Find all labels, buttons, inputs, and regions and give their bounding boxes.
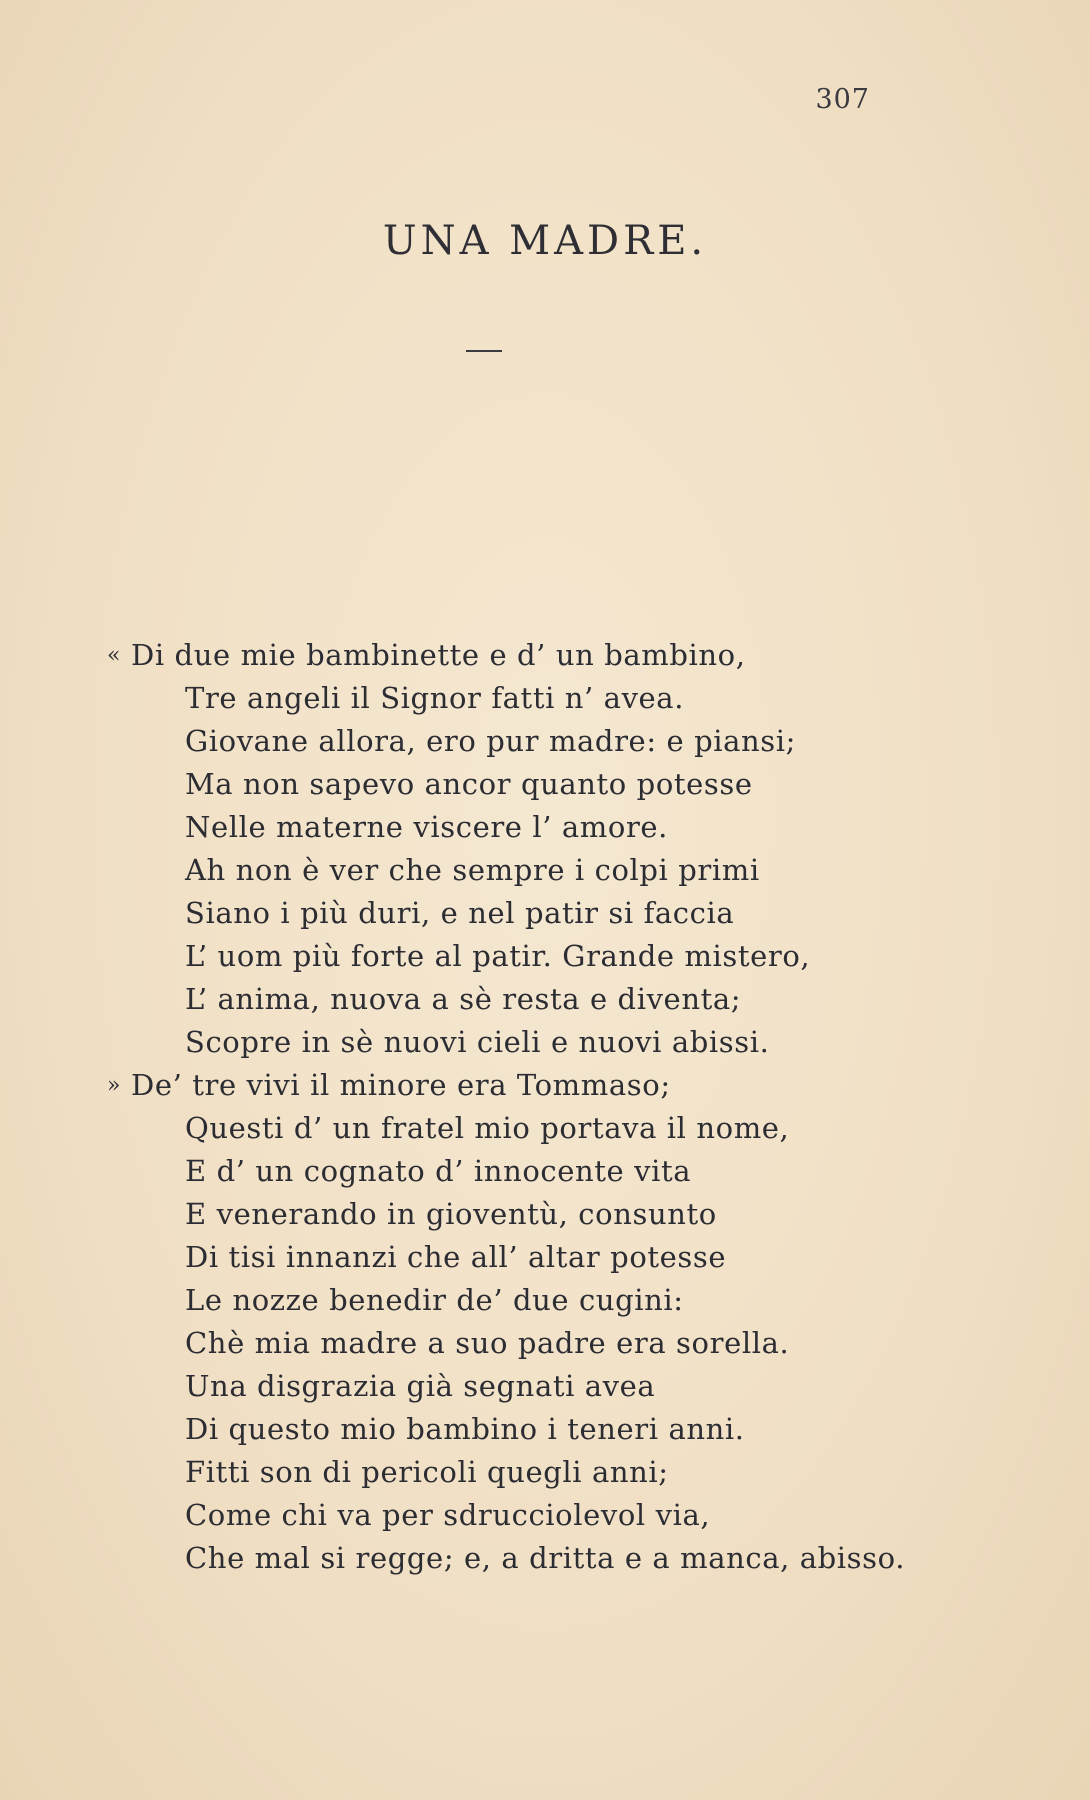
poem-line bbox=[107, 1150, 1027, 1193]
page-number: 307 bbox=[815, 84, 870, 115]
poem-line bbox=[107, 806, 1027, 849]
poem-line-text: Le nozze benedir de’ due cugini: bbox=[185, 1283, 684, 1317]
poem-line bbox=[107, 1107, 1027, 1150]
poem-line bbox=[107, 1193, 1027, 1236]
poem-line bbox=[107, 892, 1027, 935]
poem-line bbox=[107, 935, 1027, 978]
poem-line-text: Fitti son di pericoli quegli anni; bbox=[185, 1455, 669, 1489]
poem-line-text: Ma non sapevo ancor quanto potesse bbox=[185, 767, 753, 801]
poem-line bbox=[107, 1365, 1027, 1408]
poem-line bbox=[107, 1537, 1027, 1580]
poem-line bbox=[107, 677, 1027, 720]
title-separator bbox=[466, 350, 502, 352]
poem-line-text: Di due mie bambinette e d’ un bambino, bbox=[131, 638, 746, 672]
poem-line-text: Questi d’ un fratel mio portava il nome, bbox=[185, 1111, 790, 1145]
poem-line bbox=[107, 763, 1027, 806]
poem-line bbox=[107, 1408, 1027, 1451]
poem-line-text: De’ tre vivi il minore era Tommaso; bbox=[131, 1068, 671, 1102]
poem-line bbox=[107, 1322, 1027, 1365]
poem-line bbox=[107, 1494, 1027, 1537]
poem-line-text: Che mal si regge; e, a dritta e a manca, abisso. bbox=[185, 1541, 906, 1575]
poem-line-text: L’ uom più forte al patir. Grande mistero, bbox=[185, 939, 811, 973]
poem-line bbox=[107, 720, 1027, 763]
poem-line-text: Nelle materne viscere l’ amore. bbox=[185, 810, 668, 844]
close-quote-mark: » bbox=[107, 1073, 122, 1098]
poem-line-text: Di questo mio bambino i teneri anni. bbox=[185, 1412, 745, 1446]
poem-line-text: Ah non è ver che sempre i colpi primi bbox=[185, 853, 760, 887]
open-quote-mark: « bbox=[107, 643, 122, 668]
poem-line bbox=[107, 1021, 1027, 1064]
poem-line bbox=[107, 978, 1027, 1021]
poem-line-text: L’ anima, nuova a sè resta e diventa; bbox=[185, 982, 742, 1016]
poem-line-text: Siano i più duri, e nel patir si faccia bbox=[185, 896, 735, 930]
poem-line-text: E d’ un cognato d’ innocente vita bbox=[185, 1154, 692, 1188]
poem-line-text: Scopre in sè nuovi cieli e nuovi abissi. bbox=[185, 1025, 770, 1059]
poem-title: UNA MADRE. bbox=[382, 218, 708, 264]
poem-line bbox=[107, 1236, 1027, 1279]
poem-line-text: Tre angeli il Signor fatti n’ avea. bbox=[185, 681, 685, 715]
poem-line bbox=[107, 849, 1027, 892]
poem-line bbox=[107, 1064, 1027, 1107]
poem-body bbox=[107, 634, 1027, 1580]
poem-line-text: Come chi va per sdrucciolevol via, bbox=[185, 1498, 711, 1532]
poem-line-text: Una disgrazia già segnati avea bbox=[185, 1369, 656, 1403]
poem-line-text: Di tisi innanzi che all’ altar potesse bbox=[185, 1240, 727, 1274]
poem-line-text: Giovane allora, ero pur madre: e piansi; bbox=[185, 724, 797, 758]
poem-line-text: E venerando in gioventù, consunto bbox=[185, 1197, 717, 1231]
poem-line bbox=[107, 634, 1027, 677]
poem-line bbox=[107, 1279, 1027, 1322]
poem-line bbox=[107, 1451, 1027, 1494]
poem-line-text: Chè mia madre a suo padre era sorella. bbox=[185, 1326, 790, 1360]
